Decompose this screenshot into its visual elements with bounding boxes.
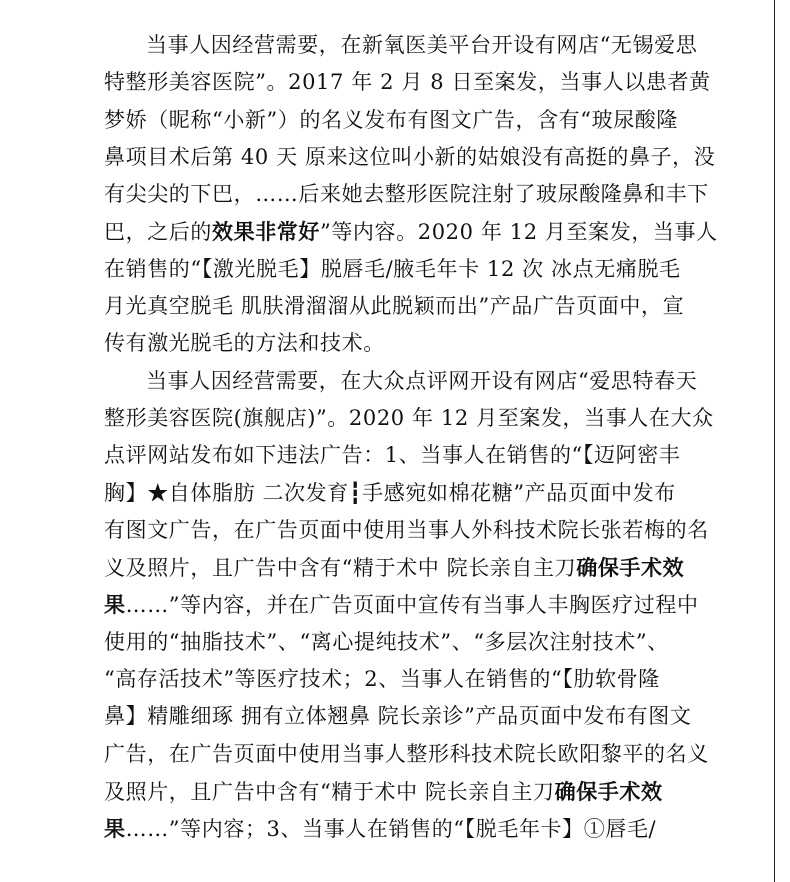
text-line [104,698,704,735]
text-run: ……”等内容，并在广告页面中宣传有当事人丰胸医疗过程中 [125,593,699,618]
text-run: 有图文广告，在广告页面中使用当事人外科技术院长张若梅的名 [104,517,709,542]
text-run: ……”等内容；3、当事人在销售的“【脱毛年卡】①唇毛/ [125,817,657,842]
bold-text: 确保手术效 [576,555,685,581]
text-run: 鼻】精雕细琢 拥有立体翘鼻 院长亲诊”产品页面中发布有图文 [104,704,692,729]
text-run: 广告，在广告页面中使用当事人整形科技术院长欧阳黎平的名义 [104,741,709,766]
text-run: 有尖尖的下巴，……后来她去整形医院注射了玻尿酸隆鼻和丰下 [104,182,709,207]
text-line [104,251,704,288]
text-line [104,288,704,325]
bold-text: 果 [104,816,126,842]
text-run: 在销售的“【激光脱毛】脱唇毛/腋毛年卡 12 次 冰点无痛脱毛 [104,256,681,281]
text-run: 当事人因经营需要，在新氧医美平台开设有网店“无锡爱思 [146,33,698,57]
text-line [104,400,714,437]
text-run: 胸】★自体脂肪 二次发育┇手感宛如棉花糖”产品页面中发布 [104,480,676,505]
text-run: 梦娇（昵称“小新”）的名义发布有图文广告，含有“玻尿酸隆 [104,107,679,132]
text-line [104,139,716,176]
text-run: 使用的“抽脂技术”、“离心提纯技术”、“多层次注射技术”、 [104,629,669,654]
bold-text: 果 [104,592,126,618]
bold-text: 效果非常好 [212,219,320,245]
text-line [104,363,704,400]
text-line [104,475,704,512]
text-run: 当事人因经营需要，在大众点评网开设有网店“爱思特春天 [146,368,698,393]
text-line [104,549,704,586]
text-run: 及照片，且广告中含有“精于术中 院长亲自主刀 [104,779,555,804]
text-line [104,773,704,810]
text-line [104,213,718,250]
text-line [104,810,704,847]
text-run: “高存活技术”等医疗技术；2、当事人在销售的“【肋软骨隆 [104,667,660,692]
text-run: 巴，之后的 [104,220,212,245]
text-run: 整形美容医院(旗舰店)”。2020 年 12 月至案发，当事人在大众 [104,405,714,430]
text-run: 月光真空脱毛 肌肤滑溜溜从此脱颖而出”产品广告页面中，宣 [104,294,685,319]
paragraph [104,363,714,848]
text-line [104,512,709,549]
text-line [104,27,704,64]
text-line [104,176,709,213]
page-edge-line [774,0,775,882]
text-run: 特整形美容医院”。2017 年 2 月 8 日至案发，当事人以患者黄 [104,70,711,95]
text-run: 传有激光脱毛的方法和技术。 [104,331,385,356]
text-run: 义及照片，且广告中含有“精于术中 院长亲自主刀 [104,556,577,581]
text-line [104,64,711,101]
text-line [104,586,704,623]
text-line [104,624,704,661]
text-line [104,325,704,362]
text-line [104,736,709,773]
document-body [104,27,718,848]
text-line [104,102,704,139]
text-run: 鼻项目术后第 40 天 原来这位叫小新的姑娘没有高挺的鼻子，没 [104,144,716,169]
bold-text: 确保手术效 [554,778,663,804]
text-run: ”等内容。2020 年 12 月至案发，当事人 [320,220,718,245]
text-line [104,437,704,474]
paragraph [104,27,718,363]
text-run: 点评网站发布如下违法广告：1、当事人在销售的“【迈阿密丰 [104,443,681,468]
text-line [104,661,704,698]
